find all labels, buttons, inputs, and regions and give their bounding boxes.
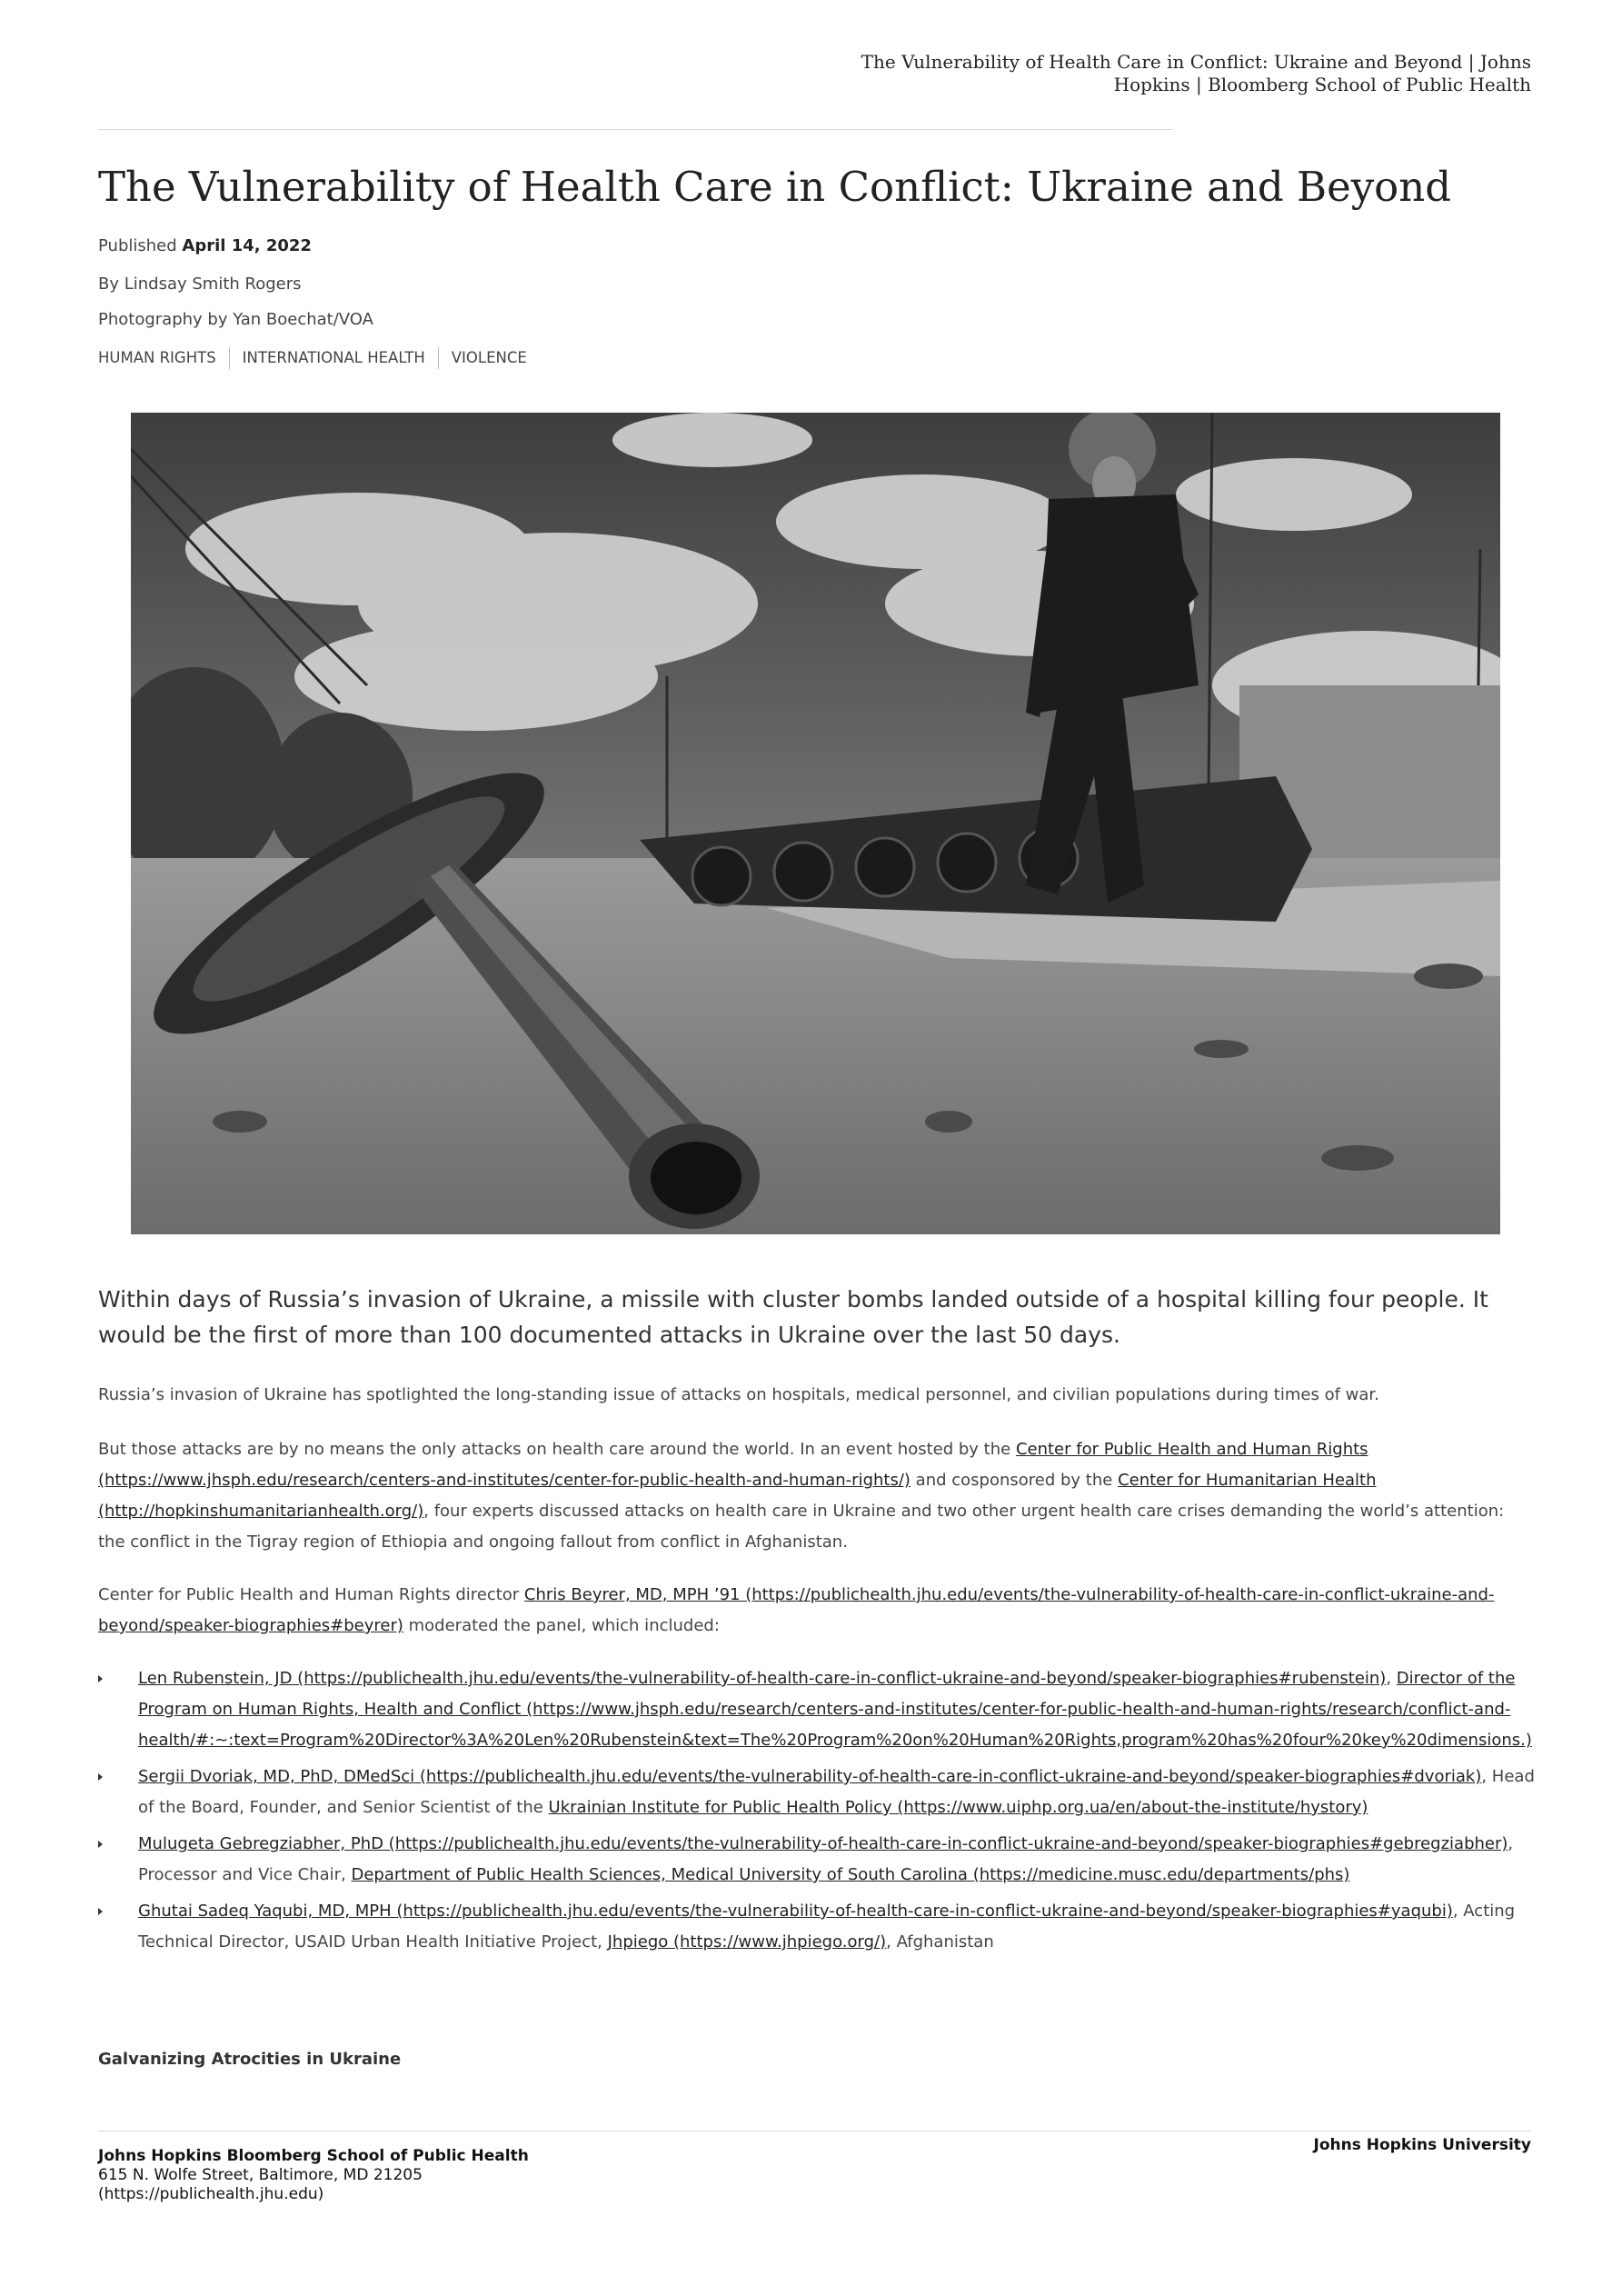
published-label: Published — [98, 236, 177, 255]
link-program-human-rights-health-conflict[interactable]: Director of the Program on Human Rights, Health and Conflict (https://www.jhsph.edu/research/centers-and-institutes/center-for-public-health-and-human-rights/research/conflict-and-health/#:~:text=Program%20Director%3A%20Len%20Rubenstein&text=The%20Program%20on%20Human%20Rights,program%20has%20four%20key%20dimensions.) — [138, 1669, 1532, 1750]
panelist-text: , Processor and Vice Chair, — [138, 1834, 1514, 1884]
paragraph-2-text-b: and cosponsored by the — [910, 1471, 1119, 1490]
published-date: April 14, 2022 — [182, 236, 312, 255]
panelist-text: , Head of the Board, Founder, and Senior Scientist of the — [138, 1767, 1535, 1817]
footer-url-link[interactable]: (https://publichealth.jhu.edu) — [98, 2185, 324, 2203]
paragraph-3-text-b: moderated the panel, which included: — [403, 1616, 720, 1635]
link-center-public-health-human-rights[interactable]: Center for Public Health and Human Rights (https://www.jhsph.edu/research/centers-and-institutes/center-for-public-health-and-human-rights/) — [98, 1440, 1368, 1490]
hero-photo-illustration — [131, 413, 1500, 1234]
footer-school-info — [98, 2147, 529, 2204]
panelist-list — [98, 1663, 1543, 1963]
link-center-humanitarian-health[interactable]: Center for Humanitarian Health (http://hopkinshumanitarianhealth.org/) — [98, 1471, 1377, 1521]
running-header-line-2: Hopkins | Bloomberg School of Public Health — [1113, 74, 1531, 95]
header-divider — [98, 129, 1173, 130]
footer-university: Johns Hopkins University — [1313, 2136, 1531, 2154]
link-department-public-health-sciences-musc[interactable]: Department of Public Health Sciences, Medical University of South Carolina (https://medicine.musc.edu/departments/phs) — [351, 1865, 1350, 1884]
tag-violence[interactable]: VIOLENCE — [438, 347, 540, 369]
link-ukrainian-institute-public-health-policy[interactable]: Ukrainian Institute for Public Health Policy (https://www.uiphp.org.ua/en/about-the-institute/hystory) — [548, 1798, 1368, 1817]
running-header — [841, 51, 1531, 96]
list-item — [98, 1762, 1543, 1823]
section-subhead: Galvanizing Atrocities in Ukraine — [98, 2050, 402, 2069]
link-len-rubenstein[interactable]: Len Rubenstein, JD (https://publichealth.jhu.edu/events/the-vulnerability-of-health-care-in-conflict-ukraine-and-beyond/speaker-biographies#rubenstein) — [138, 1669, 1387, 1688]
tag-human-rights[interactable]: HUMAN RIGHTS — [98, 349, 216, 366]
hero-photo — [131, 413, 1500, 1234]
link-chris-beyrer[interactable]: Chris Beyrer, MD, MPH ’91 (https://publichealth.jhu.edu/events/the-vulnerability-of-health-care-in-conflict-ukraine-and-beyond/speaker-biographies#beyrer) — [98, 1585, 1495, 1635]
paragraph-3-text-a: Center for Public Health and Human Rights director — [98, 1585, 524, 1604]
footer-address: 615 N. Wolfe Street, Baltimore, MD 21205 — [98, 2166, 423, 2184]
tag-list — [98, 347, 540, 369]
page-title: The Vulnerability of Health Care in Conflict: Ukraine and Beyond — [98, 163, 1451, 211]
panelist-text: , Acting Technical Director, USAID Urban Health Initiative Project, — [138, 1902, 1516, 1952]
paragraph-2-text-c: , four experts discussed attacks on health care in Ukraine and two other urgent health care crises demanding the world’s attention: the conflict in the Tigray region of Ethiopia and ongoing fallout from conflict in Afghanistan. — [98, 1502, 1505, 1552]
byline: By Lindsay Smith Rogers — [98, 275, 302, 294]
link-sergii-dvoriak[interactable]: Sergii Dvoriak, MD, PhD, DMedSci (https://publichealth.jhu.edu/events/the-vulnerability-of-health-care-in-conflict-ukraine-and-beyond/speaker-biographies#dvoriak) — [138, 1767, 1482, 1786]
footer-school-name: Johns Hopkins Bloomberg School of Public Health — [98, 2147, 529, 2165]
lede-paragraph: Within days of Russia’s invasion of Ukraine, a missile with cluster bombs landed outside of a hospital killing four people. It would be the first of more than 100 documented attacks in Ukraine over the last 50 days. — [98, 1286, 1488, 1348]
link-mulugeta-gebregziabher[interactable]: Mulugeta Gebregziabher, PhD (https://publichealth.jhu.edu/events/the-vulnerability-of-health-care-in-conflict-ukraine-and-beyond/speaker-biographies#gebregziabher) — [138, 1834, 1508, 1853]
link-jhpiego[interactable]: Jhpiego (https://www.jhpiego.org/) — [607, 1932, 887, 1952]
list-item — [98, 1663, 1543, 1756]
tag-international-health[interactable]: INTERNATIONAL HEALTH — [229, 347, 438, 369]
list-item — [98, 1896, 1543, 1958]
photo-credit: Photography by Yan Boechat/VOA — [98, 310, 373, 329]
list-item — [98, 1829, 1543, 1891]
link-ghutai-sadeq-yaqubi[interactable]: Ghutai Sadeq Yaqubi, MD, MPH (https://publichealth.jhu.edu/events/the-vulnerability-of-health-care-in-conflict-ukraine-and-beyond/speaker-biographies#yaqubi) — [138, 1902, 1453, 1921]
paragraph-2 — [98, 1434, 1534, 1558]
paragraph-1: Russia’s invasion of Ukraine has spotlighted the long-standing issue of attacks on hospitals, medical personnel, and civilian populations during times of war. — [98, 1385, 1379, 1404]
panelist-text: , — [1386, 1669, 1397, 1688]
panelist-tail: , Afghanistan — [886, 1932, 994, 1952]
paragraph-3 — [98, 1580, 1534, 1642]
running-header-line-1: The Vulnerability of Health Care in Conflict: Ukraine and Beyond | Johns — [861, 51, 1531, 73]
paragraph-2-text-a: But those attacks are by no means the only attacks on health care around the world. In an event hosted by the — [98, 1440, 1016, 1459]
published-line — [98, 235, 312, 257]
